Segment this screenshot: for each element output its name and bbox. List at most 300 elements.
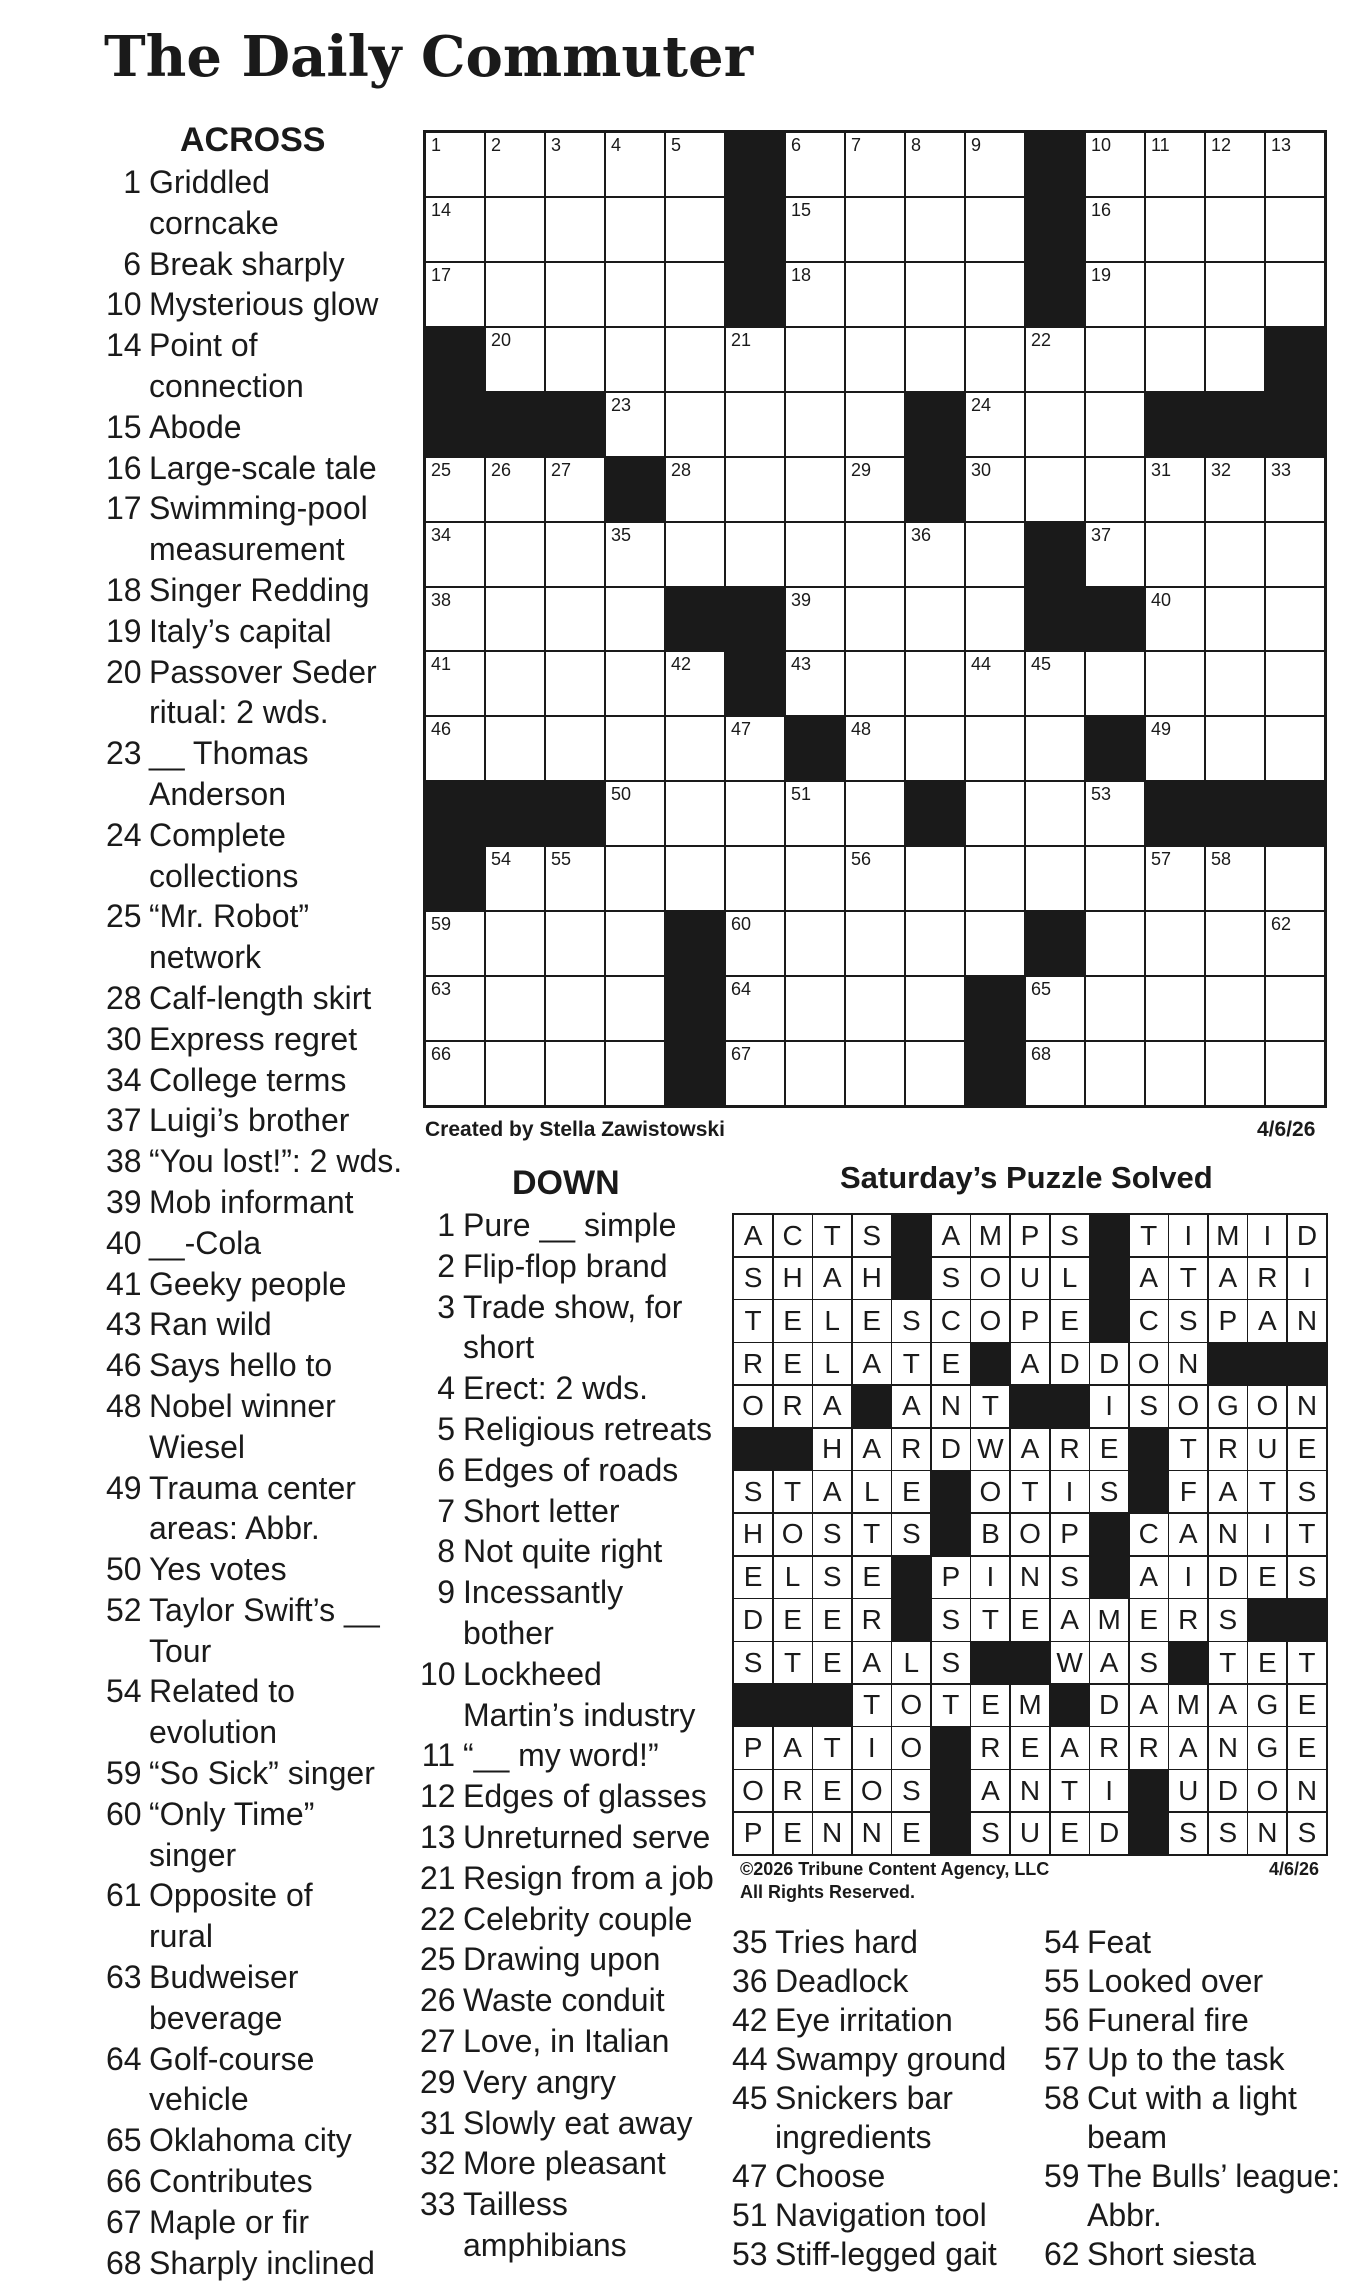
grid-cell[interactable] — [1146, 523, 1204, 586]
grid-cell[interactable] — [1206, 523, 1264, 586]
grid-cell[interactable] — [1206, 133, 1264, 196]
grid-cell[interactable] — [1266, 263, 1324, 326]
solution-cell: I — [1051, 1471, 1089, 1512]
solution-cell: D — [1209, 1557, 1247, 1598]
solution-cell: I — [1248, 1514, 1286, 1555]
grid-cell[interactable] — [906, 717, 964, 780]
grid-cell[interactable] — [1266, 133, 1324, 196]
grid-cell[interactable] — [966, 782, 1024, 845]
solution-cell: E — [1011, 1599, 1049, 1640]
black-square — [1266, 393, 1324, 456]
clue-text: Budweiser — [149, 1959, 299, 1996]
clue-item — [106, 978, 416, 1019]
clue-item — [420, 1287, 720, 1369]
grid-cell[interactable] — [1086, 782, 1144, 845]
solution-grid — [732, 1213, 1328, 1856]
grid-cell[interactable] — [546, 328, 604, 391]
solution-black-square — [774, 1685, 812, 1726]
grid-cell[interactable] — [1266, 198, 1324, 261]
black-square — [666, 912, 724, 975]
grid-cell[interactable] — [1266, 912, 1324, 975]
clue-text: measurement — [149, 531, 345, 568]
grid-cell[interactable] — [786, 652, 844, 715]
clue-number: 64 — [106, 2040, 142, 2077]
grid-cell[interactable] — [1086, 523, 1144, 586]
clue-text: Wiesel — [149, 1428, 246, 1465]
grid-cell[interactable] — [726, 912, 784, 975]
grid-cell[interactable] — [546, 458, 604, 521]
solution-cell: E — [734, 1557, 772, 1598]
cell-number: 37 — [1091, 524, 1112, 545]
grid-cell[interactable] — [966, 458, 1024, 521]
clue-number: 20 — [106, 653, 142, 690]
grid-cell[interactable] — [846, 263, 904, 326]
cell-number: 29 — [851, 459, 872, 480]
clue-text: Tailless — [463, 2186, 568, 2223]
grid-cell[interactable] — [1206, 847, 1264, 910]
cell-number: 21 — [731, 329, 752, 350]
grid-cell[interactable] — [606, 1042, 664, 1105]
grid-cell[interactable] — [1206, 328, 1264, 391]
grid-cell[interactable] — [426, 1042, 484, 1105]
solution-cell: A — [813, 1386, 851, 1427]
grid-cell[interactable] — [906, 523, 964, 586]
grid-cell[interactable] — [486, 717, 544, 780]
grid-cell[interactable] — [786, 458, 844, 521]
grid-cell[interactable] — [1206, 1042, 1264, 1105]
grid-cell[interactable] — [546, 133, 604, 196]
cell-number: 6 — [791, 135, 802, 155]
down-clue-list-1 — [420, 1205, 720, 2266]
grid-cell[interactable] — [546, 977, 604, 1040]
clue-item — [732, 1923, 1032, 1962]
grid-cell[interactable] — [1086, 263, 1144, 326]
clue-text: Express regret — [149, 1020, 358, 1057]
grid-cell[interactable] — [1026, 1042, 1084, 1105]
grid-cell[interactable] — [546, 912, 604, 975]
grid-cell[interactable] — [786, 1042, 844, 1105]
grid-cell[interactable] — [546, 263, 604, 326]
clue-text: bother — [463, 1614, 554, 1651]
clue-text: Calf-length skirt — [149, 979, 372, 1016]
solution-cell: O — [892, 1727, 930, 1768]
grid-cell[interactable] — [846, 458, 904, 521]
grid-cell[interactable] — [426, 652, 484, 715]
grid-cell[interactable] — [546, 652, 604, 715]
clue-text: Unreturned serve — [463, 1818, 711, 1855]
grid-cell[interactable] — [606, 133, 664, 196]
cell-number: 43 — [791, 654, 812, 675]
clue-item — [420, 1531, 720, 1572]
grid-cell[interactable] — [726, 1042, 784, 1105]
grid-cell[interactable] — [426, 198, 484, 261]
grid-cell[interactable] — [426, 588, 484, 651]
grid-cell[interactable] — [606, 847, 664, 910]
solution-cell: D — [1288, 1215, 1326, 1256]
grid-cell[interactable] — [606, 263, 664, 326]
grid-cell[interactable] — [1266, 458, 1324, 521]
grid-cell[interactable] — [486, 458, 544, 521]
grid-cell[interactable] — [1266, 847, 1324, 910]
grid-cell[interactable] — [1206, 198, 1264, 261]
solution-cell: I — [1288, 1258, 1326, 1299]
grid-cell[interactable] — [1146, 847, 1204, 910]
grid-cell[interactable] — [906, 328, 964, 391]
grid-cell[interactable] — [606, 717, 664, 780]
grid-cell[interactable] — [1026, 782, 1084, 845]
grid-cell[interactable] — [1026, 458, 1084, 521]
clue-text: Anderson — [149, 775, 286, 812]
solution-black-square — [1130, 1471, 1168, 1512]
grid-cell[interactable] — [726, 523, 784, 586]
grid-cell[interactable] — [1206, 977, 1264, 1040]
grid-cell[interactable] — [486, 1042, 544, 1105]
grid-cell[interactable] — [1086, 198, 1144, 261]
grid-cell[interactable] — [846, 198, 904, 261]
solution-black-square — [1130, 1429, 1168, 1470]
grid-cell[interactable] — [606, 523, 664, 586]
grid-cell[interactable] — [846, 652, 904, 715]
grid-cell[interactable] — [1086, 133, 1144, 196]
clue-text: Complete — [149, 816, 286, 853]
grid-cell[interactable] — [486, 588, 544, 651]
clue-number: 67 — [106, 2203, 142, 2240]
clue-number: 54 — [1044, 1924, 1080, 1960]
grid-cell[interactable] — [786, 328, 844, 391]
clue-item — [732, 2001, 1032, 2040]
cell-number: 53 — [1091, 784, 1112, 805]
grid-cell[interactable] — [966, 393, 1024, 456]
cell-number: 34 — [431, 524, 452, 545]
grid-cell[interactable] — [606, 393, 664, 456]
grid-cell[interactable] — [1086, 912, 1144, 975]
grid-cell[interactable] — [966, 717, 1024, 780]
clue-text: Break sharply — [149, 245, 345, 282]
grid-cell[interactable] — [846, 717, 904, 780]
grid-cell[interactable] — [426, 133, 484, 196]
grid-cell[interactable] — [486, 523, 544, 586]
grid-cell[interactable] — [666, 782, 724, 845]
solution-cell: D — [1051, 1343, 1089, 1384]
grid-cell[interactable] — [966, 133, 1024, 196]
grid-cell[interactable] — [786, 393, 844, 456]
grid-cell[interactable] — [786, 977, 844, 1040]
grid-cell[interactable] — [426, 717, 484, 780]
grid-cell[interactable] — [966, 523, 1024, 586]
grid-cell[interactable] — [786, 847, 844, 910]
grid-cell[interactable] — [426, 458, 484, 521]
cell-number: 57 — [1151, 849, 1172, 870]
grid-cell[interactable] — [666, 393, 724, 456]
solution-cell: A — [1169, 1514, 1207, 1555]
grid-cell[interactable] — [786, 523, 844, 586]
grid-cell[interactable] — [1266, 977, 1324, 1040]
solution-cell: E — [1248, 1557, 1286, 1598]
clue-number: 53 — [732, 2236, 768, 2272]
cell-number: 26 — [491, 459, 512, 480]
clue-number: 51 — [732, 2197, 768, 2233]
grid-cell[interactable] — [1206, 717, 1264, 780]
grid-cell[interactable] — [906, 912, 964, 975]
clue-item — [420, 1980, 720, 2021]
clue-text: Pure __ simple — [463, 1207, 677, 1243]
grid-cell[interactable] — [666, 652, 724, 715]
grid-cell[interactable] — [1146, 1042, 1204, 1105]
grid-cell[interactable] — [786, 912, 844, 975]
grid-cell[interactable] — [726, 393, 784, 456]
grid-cell[interactable] — [906, 1042, 964, 1105]
grid-cell[interactable] — [846, 133, 904, 196]
clue-text: Contributes — [149, 2163, 313, 2200]
grid-cell[interactable] — [1146, 198, 1204, 261]
grid-cell[interactable] — [966, 198, 1024, 261]
cell-number: 38 — [431, 589, 452, 610]
grid-cell[interactable] — [846, 847, 904, 910]
grid-cell[interactable] — [1146, 133, 1204, 196]
grid-cell[interactable] — [846, 328, 904, 391]
grid-cell[interactable] — [666, 263, 724, 326]
grid-cell[interactable] — [906, 588, 964, 651]
cell-number: 17 — [431, 264, 452, 285]
grid-cell[interactable] — [846, 1042, 904, 1105]
grid-cell[interactable] — [906, 198, 964, 261]
solution-cell: S — [734, 1258, 772, 1299]
grid-cell[interactable] — [1026, 652, 1084, 715]
clue-text: evolution — [149, 1714, 278, 1751]
clue-text: Feat — [1087, 1924, 1152, 1960]
solution-cell: S — [932, 1258, 970, 1299]
grid-cell[interactable] — [846, 393, 904, 456]
grid-cell[interactable] — [846, 977, 904, 1040]
grid-cell[interactable] — [786, 588, 844, 651]
grid-cell[interactable] — [486, 133, 544, 196]
black-square — [1086, 717, 1144, 780]
solution-cell: I — [1248, 1215, 1286, 1256]
black-square — [1206, 782, 1264, 845]
grid-cell[interactable] — [486, 263, 544, 326]
clue-text: College terms — [149, 1061, 347, 1098]
grid-cell[interactable] — [846, 912, 904, 975]
grid-cell[interactable] — [546, 523, 604, 586]
grid-cell[interactable] — [846, 523, 904, 586]
grid-cell[interactable] — [1146, 717, 1204, 780]
grid-cell[interactable] — [726, 328, 784, 391]
clue-item — [106, 1019, 416, 1060]
solution-cell: T — [774, 1642, 812, 1683]
grid-cell[interactable] — [1206, 588, 1264, 651]
grid-cell[interactable] — [1206, 458, 1264, 521]
clue-number: 7 — [437, 1492, 455, 1529]
grid-cell[interactable] — [666, 133, 724, 196]
grid-cell[interactable] — [906, 977, 964, 1040]
grid-cell[interactable] — [486, 977, 544, 1040]
grid-cell[interactable] — [786, 782, 844, 845]
grid-cell[interactable] — [1206, 652, 1264, 715]
grid-cell[interactable] — [546, 717, 604, 780]
grid-cell[interactable] — [606, 652, 664, 715]
grid-cell[interactable] — [726, 977, 784, 1040]
grid-cell[interactable] — [1266, 523, 1324, 586]
clue-text: Italy’s capital — [149, 612, 332, 649]
grid-cell[interactable] — [606, 588, 664, 651]
black-square — [966, 1042, 1024, 1105]
grid-cell[interactable] — [1086, 977, 1144, 1040]
grid-cell[interactable] — [906, 133, 964, 196]
grid-cell[interactable] — [1026, 847, 1084, 910]
solution-cell: T — [1011, 1471, 1049, 1512]
cell-number: 44 — [971, 654, 992, 675]
solution-black-square — [892, 1599, 930, 1640]
grid-cell[interactable] — [546, 847, 604, 910]
grid-cell[interactable] — [1086, 1042, 1144, 1105]
black-square — [666, 1042, 724, 1105]
clue-number: 22 — [420, 1900, 456, 1937]
grid-cell[interactable] — [1086, 847, 1144, 910]
clue-number: 8 — [437, 1533, 455, 1570]
grid-cell[interactable] — [1146, 912, 1204, 975]
grid-cell[interactable] — [726, 717, 784, 780]
grid-cell[interactable] — [786, 133, 844, 196]
solution-cell: A — [853, 1429, 891, 1470]
clue-text: __-Cola — [149, 1224, 262, 1261]
grid-cell[interactable] — [606, 912, 664, 975]
clue-text: collections — [149, 857, 299, 894]
cell-number: 8 — [911, 135, 922, 155]
clue-text: Geeky people — [149, 1265, 347, 1302]
grid-cell[interactable] — [1146, 328, 1204, 391]
solution-cell: M — [1090, 1599, 1128, 1640]
grid-cell[interactable] — [726, 458, 784, 521]
solution-cell: S — [813, 1514, 851, 1555]
grid-cell[interactable] — [546, 198, 604, 261]
grid-cell[interactable] — [486, 847, 544, 910]
grid-cell[interactable] — [426, 263, 484, 326]
grid-cell[interactable] — [1266, 588, 1324, 651]
grid-cell[interactable] — [726, 847, 784, 910]
grid-cell[interactable] — [606, 782, 664, 845]
grid-cell[interactable] — [546, 1042, 604, 1105]
cell-number: 12 — [1211, 135, 1232, 155]
clue-text: beam — [1087, 2119, 1168, 2155]
grid-cell[interactable] — [1086, 393, 1144, 456]
grid-cell[interactable] — [426, 523, 484, 586]
grid-cell[interactable] — [546, 588, 604, 651]
grid-cell[interactable] — [1206, 912, 1264, 975]
grid-cell[interactable] — [486, 328, 544, 391]
solution-black-square — [1130, 1813, 1168, 1854]
clue-item — [106, 2120, 416, 2161]
clue-number: 34 — [106, 1061, 142, 1098]
solution-cell: O — [1130, 1343, 1168, 1384]
grid-cell[interactable] — [846, 782, 904, 845]
clue-text: corncake — [149, 204, 279, 241]
grid-cell[interactable] — [1086, 652, 1144, 715]
grid-cell[interactable] — [606, 977, 664, 1040]
clue-item — [1044, 2079, 1344, 2157]
grid-cell[interactable] — [966, 588, 1024, 651]
grid-cell[interactable] — [1086, 458, 1144, 521]
grid-cell[interactable] — [1146, 263, 1204, 326]
grid-cell[interactable] — [846, 588, 904, 651]
grid-cell[interactable] — [1146, 588, 1204, 651]
solution-cell: T — [1248, 1471, 1286, 1512]
solution-black-square — [853, 1386, 891, 1427]
clue-text: Eye irritation — [775, 2002, 953, 2038]
grid-cell[interactable] — [606, 328, 664, 391]
solution-cell: G — [1209, 1386, 1247, 1427]
solution-cell: T — [813, 1727, 851, 1768]
grid-cell[interactable] — [966, 847, 1024, 910]
grid-cell[interactable] — [666, 847, 724, 910]
clue-text: Flip-flop brand — [463, 1247, 668, 1284]
clue-number: 6 — [437, 1451, 455, 1488]
grid-cell[interactable] — [1026, 328, 1084, 391]
solution-cell: E — [1090, 1429, 1128, 1470]
grid-cell[interactable] — [486, 652, 544, 715]
grid-cell[interactable] — [906, 263, 964, 326]
grid-cell[interactable] — [666, 328, 724, 391]
cell-number: 66 — [431, 1044, 452, 1065]
down-clue-list-2 — [732, 1923, 1032, 2274]
clue-number: 16 — [106, 449, 142, 486]
grid-cell[interactable] — [726, 782, 784, 845]
clue-text: Drawing upon — [463, 1941, 661, 1978]
solution-cell: R — [774, 1770, 812, 1811]
solution-black-square — [774, 1429, 812, 1470]
grid-cell[interactable] — [1266, 717, 1324, 780]
solution-cell: S — [1288, 1813, 1326, 1854]
grid-cell[interactable] — [666, 717, 724, 780]
solution-cell: U — [1169, 1770, 1207, 1811]
grid-cell[interactable] — [906, 652, 964, 715]
grid-cell[interactable] — [606, 198, 664, 261]
grid-cell[interactable] — [1086, 328, 1144, 391]
grid-cell[interactable] — [486, 198, 544, 261]
grid-cell[interactable] — [1026, 393, 1084, 456]
solution-black-square — [1090, 1258, 1128, 1299]
grid-cell[interactable] — [1206, 263, 1264, 326]
grid-cell[interactable] — [786, 263, 844, 326]
grid-cell[interactable] — [786, 198, 844, 261]
grid-cell[interactable] — [1266, 1042, 1324, 1105]
grid-cell[interactable] — [666, 523, 724, 586]
grid-cell[interactable] — [426, 912, 484, 975]
clue-number: 46 — [106, 1347, 142, 1384]
grid-cell[interactable] — [1266, 652, 1324, 715]
solution-cell: A — [853, 1343, 891, 1384]
grid-cell[interactable] — [966, 263, 1024, 326]
grid-cell[interactable] — [1146, 652, 1204, 715]
puzzle-credit: Created by Stella Zawistowski — [425, 1118, 725, 1141]
grid-cell[interactable] — [906, 847, 964, 910]
grid-cell[interactable] — [486, 912, 544, 975]
grid-cell[interactable] — [666, 458, 724, 521]
grid-cell[interactable] — [966, 912, 1024, 975]
grid-cell[interactable] — [1026, 717, 1084, 780]
grid-cell[interactable] — [1146, 977, 1204, 1040]
grid-cell[interactable] — [426, 977, 484, 1040]
grid-cell[interactable] — [666, 198, 724, 261]
grid-cell[interactable] — [1146, 458, 1204, 521]
grid-cell[interactable] — [1026, 977, 1084, 1040]
grid-cell[interactable] — [966, 652, 1024, 715]
grid-cell[interactable] — [966, 328, 1024, 391]
clue-text: Deadlock — [775, 1963, 909, 1999]
solution-cell: P — [1051, 1514, 1089, 1555]
clue-item — [106, 2161, 416, 2202]
clue-text: Oklahoma city — [149, 2122, 352, 2159]
solution-cell: N — [1288, 1386, 1326, 1427]
